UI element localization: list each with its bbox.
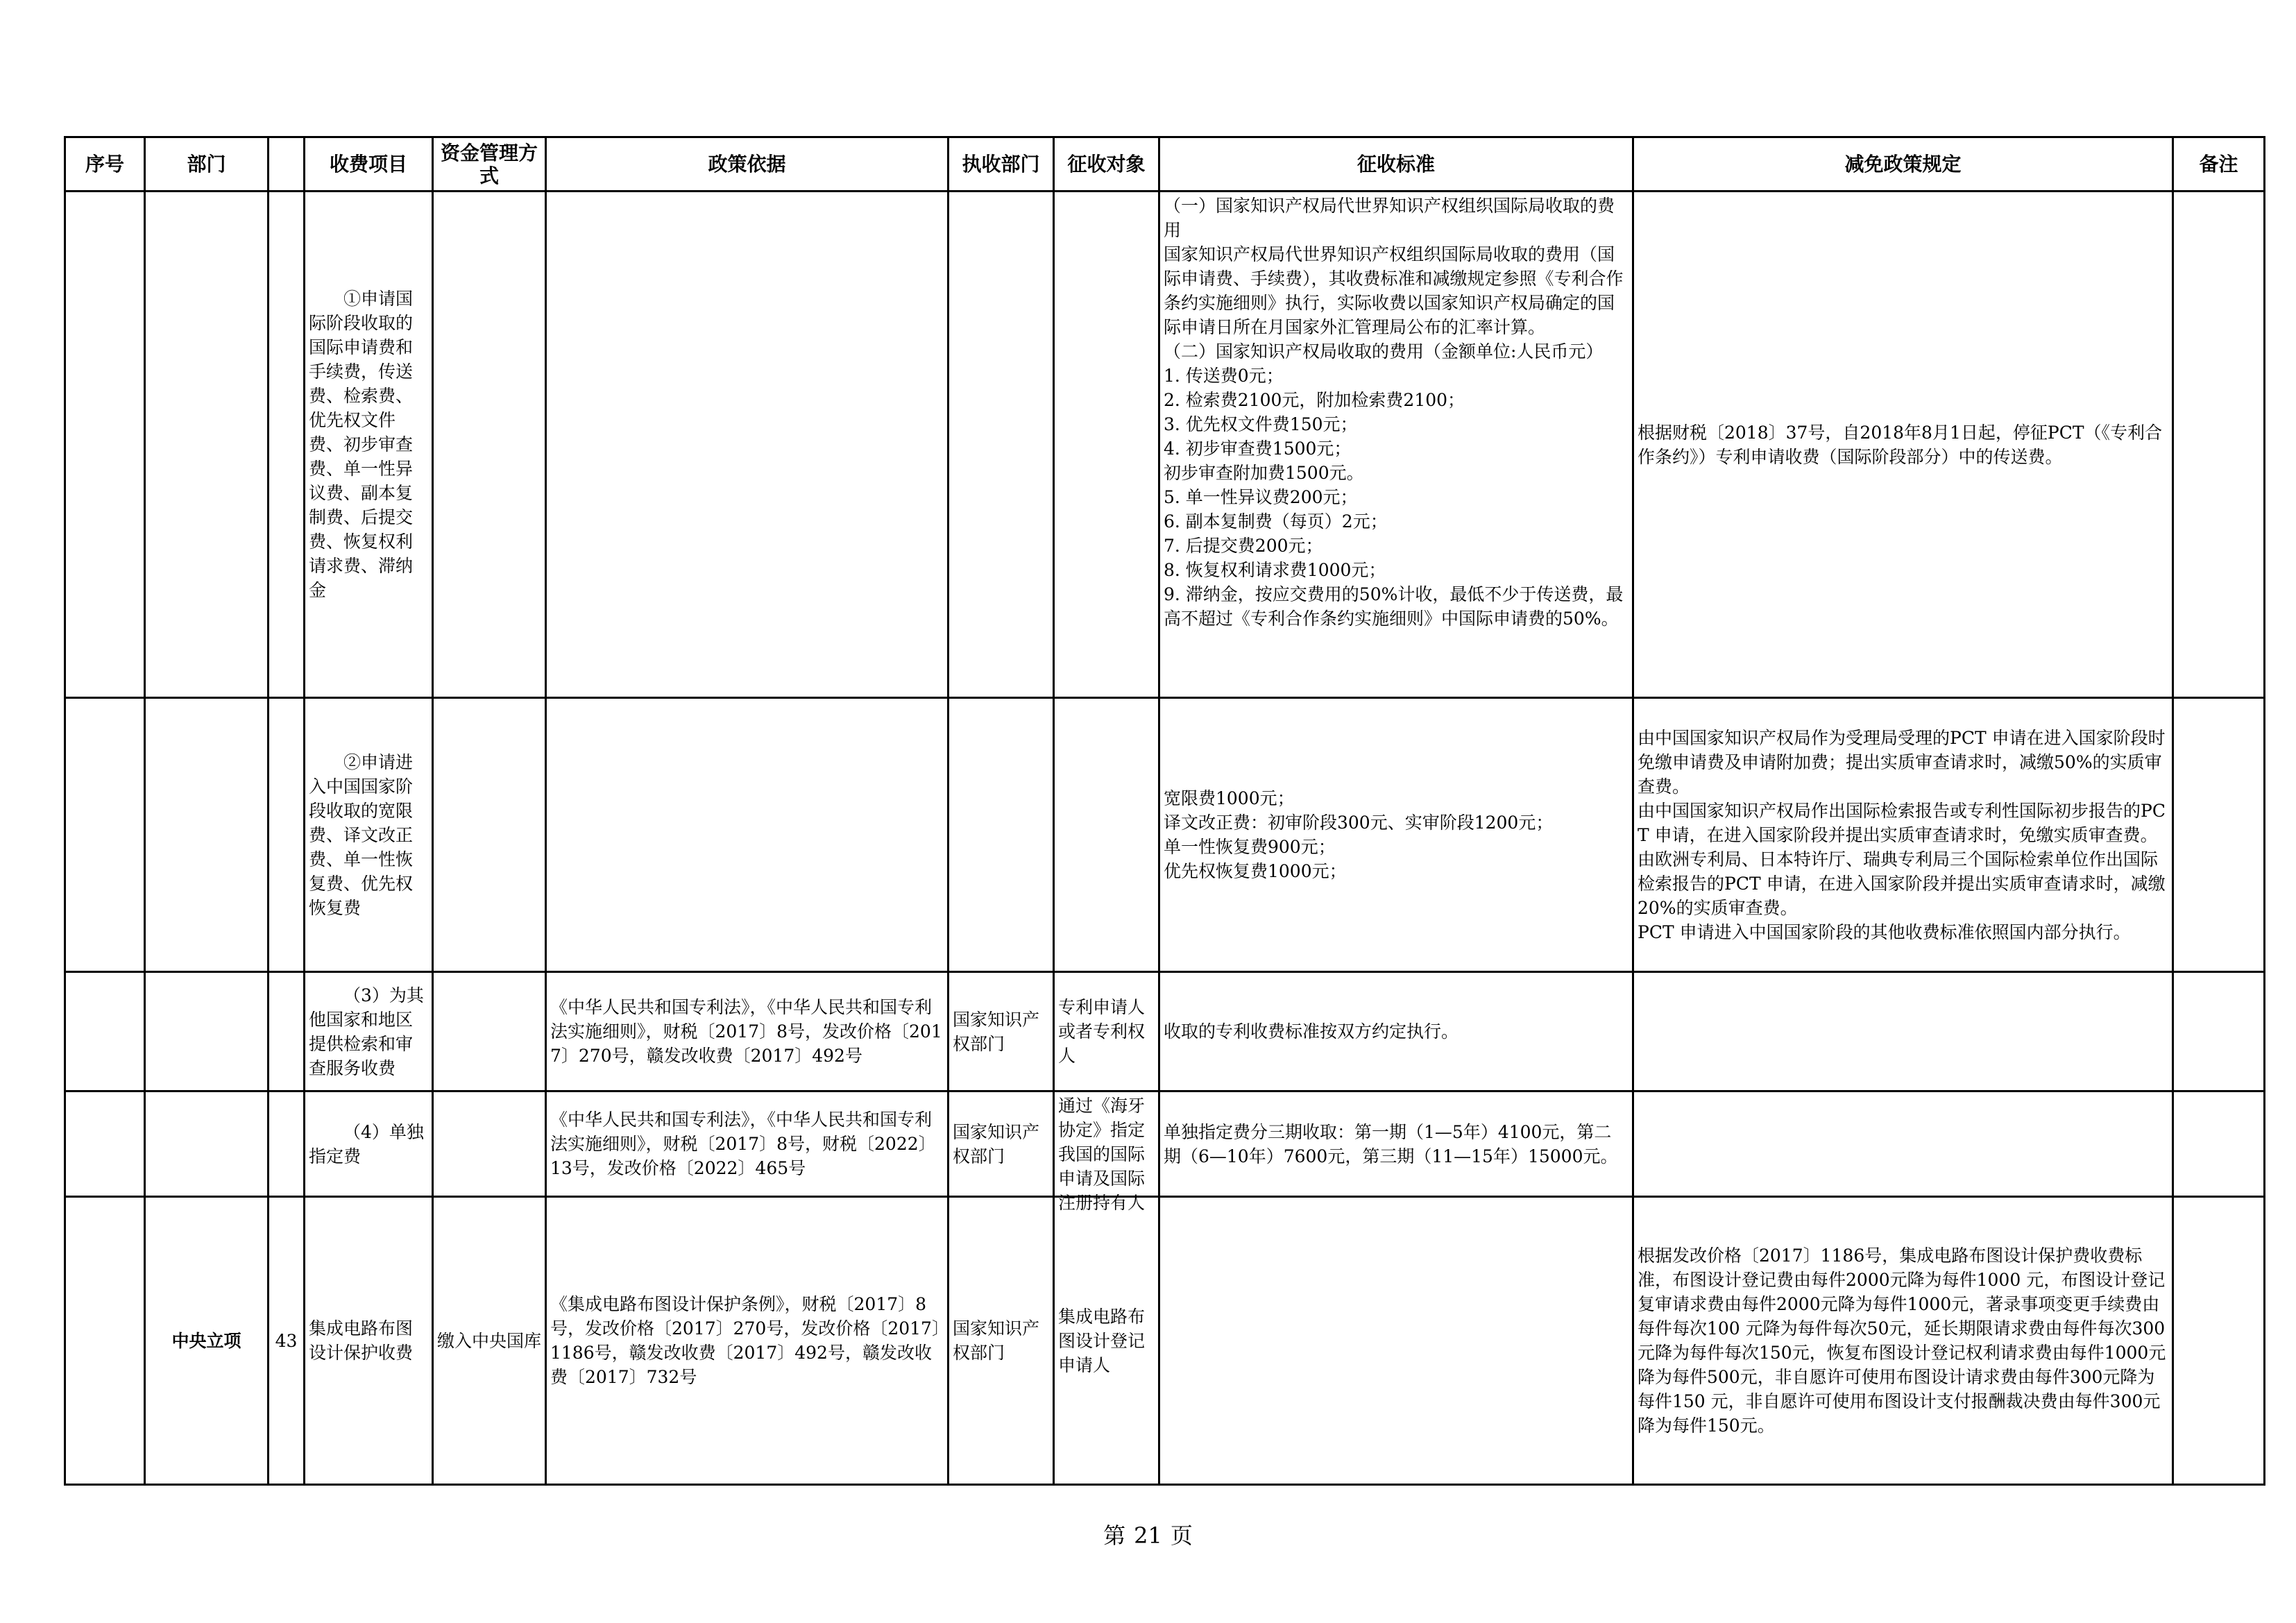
header-row xyxy=(65,137,2265,192)
standard-cell: 单独指定费分三期收取：第一期（1—5年）4100元，第二期（6—10年）7600元，第三期（11—15年）15000元。 xyxy=(1159,1091,1633,1197)
item-cell: （3）为其他国家和地区提供检索和审查服务收费 xyxy=(305,972,433,1091)
reduction-cell: 根据财税〔2018〕37号，自2018年8月1日起，停征PCT（《专利合作条约》）专利申请收费（国际阶段部分）中的传送费。 xyxy=(1633,192,2173,698)
header-standard: 征收标准 xyxy=(1159,137,1633,192)
header-blank xyxy=(269,137,305,192)
header-seq: 序号 xyxy=(65,137,145,192)
collector-cell: 国家知识产权部门 xyxy=(949,972,1054,1091)
target-cell: 通过《海牙协定》指定我国的国际申请及国际注册持有人 xyxy=(1054,1091,1159,1197)
reduction-cell: 根据发改价格〔2017〕1186号，集成电路布图设计保护费收费标准，布图设计登记费由每件2000元降为每件1000 元，布图设计登记复审请求费由每件2000元降为每件1000元，著录事项变更手续费由每件每次100 元降为每件每次50元，延长期限请求费由每件每次300元降为每件每次150元，恢复布图设计登记权利请求费由每件1000元降为每件500元，非自愿许可使用布图设计请求费由每件300元降为每件150 元，非自愿许可使用布图设计支付报酬裁决费由每件300元降为每件150元。 xyxy=(1633,1197,2173,1485)
basis-cell: 《集成电路布图设计保护条例》，财税〔2017〕8号，发改价格〔2017〕270号，发改价格〔2017〕1186号，赣发改收费〔2017〕492号，赣发改收费〔2017〕732号 xyxy=(546,1197,949,1485)
reduction-cell: 由中国国家知识产权局作为受理局受理的PCT 申请在进入国家阶段时免缴申请费及申请附加费；提出实质审查请求时，减缴50%的实质审查费。 由中国国家知识产权局作出国际检索报告或专利性国际初步报告的PCT 申请，在进入国家阶段并提出实质审查请求时，免缴实质审查费。 由欧洲专利局、日本特许厅、瑞典专利局三个国际检索单位作出国际检索报告的PCT 申请，在进入国家阶段并提出实质审查请求时，减缴20%的实质审查费。 PCT 申请进入中国国家阶段的其他收费标准依照国内部分执行。 xyxy=(1633,698,2173,972)
header-target: 征收对象 xyxy=(1054,137,1159,192)
target-cell: 专利申请人或者专利权人 xyxy=(1054,972,1159,1091)
header-dept: 部门 xyxy=(145,137,269,192)
header-basis: 政策依据 xyxy=(546,137,949,192)
basis-cell: 《中华人民共和国专利法》，《中华人民共和国专利法实施细则》，财税〔2017〕8号，发改价格〔2017〕270号，赣发改收费〔2017〕492号 xyxy=(546,972,949,1091)
table-row xyxy=(65,698,2265,972)
dept-cell: 中央立项 xyxy=(145,1197,269,1485)
item-cell: （4）单独指定费 xyxy=(305,1091,433,1197)
page-number: 第 21 页 xyxy=(1103,1522,1193,1549)
table-row xyxy=(65,1197,2265,1485)
basis-cell: 《中华人民共和国专利法》，《中华人民共和国专利法实施细则》，财税〔2017〕8号，财税〔2022〕13号，发改价格〔2022〕465号 xyxy=(546,1091,949,1197)
table-row xyxy=(65,1091,2265,1197)
table-row xyxy=(65,972,2265,1091)
standard-cell: （一）国家知识产权局代世界知识产权组织国际局收取的费用 国家知识产权局代世界知识产权组织国际局收取的费用（国际申请费、手续费），其收费标准和减缴规定参照《专利合作条约实施细则》执行，实际收费以国家知识产权局确定的国际申请日所在月国家外汇管理局公布的汇率计算。 （二）国家知识产权局收取的费用（金额单位:人民币元） 1. 传送费0元； 2. 检索费2100元，附加检索费2100； 3. 优先权文件费150元； 4. 初步审查费1500元； 初步审查附加费1500元。 5. 单一性异议费200元； 6. 副本复制费（每页）2元； 7. 后提交费200元； 8. 恢复权利请求费1000元； 9. 滞纳金，按应交费用的50%计收，最低不少于传送费，最高不超过《专利合作条约实施细则》中国际申请费的50%。 xyxy=(1159,192,1633,698)
target-cell: 集成电路布图设计登记申请人 xyxy=(1054,1197,1159,1485)
header-fund: 资金管理方式 xyxy=(433,137,546,192)
header-collector: 执收部门 xyxy=(949,137,1054,192)
fee-table xyxy=(64,136,2265,1486)
header-reduction: 减免政策规定 xyxy=(1633,137,2173,192)
number-cell: 43 xyxy=(269,1197,305,1485)
item-cell: ②申请进入中国国家阶段收取的宽限费、译文改正费、单一性恢复费、优先权恢复费 xyxy=(305,698,433,972)
item-cell: ①申请国际阶段收取的国际申请费和手续费，传送费、检索费、优先权文件费、初步审查费、单一性异议费、副本复制费、后提交费、恢复权利请求费、滞纳金 xyxy=(305,192,433,698)
table-row xyxy=(65,192,2265,698)
header-item: 收费项目 xyxy=(305,137,433,192)
fund-cell: 缴入中央国库 xyxy=(433,1197,546,1485)
item-cell: 集成电路布图设计保护收费 xyxy=(305,1197,433,1485)
collector-cell: 国家知识产权部门 xyxy=(949,1197,1054,1485)
collector-cell: 国家知识产权部门 xyxy=(949,1091,1054,1197)
standard-cell: 宽限费1000元； 译文改正费：初审阶段300元、实审阶段1200元； 单一性恢复费900元； 优先权恢复费1000元； xyxy=(1159,698,1633,972)
standard-cell: 收取的专利收费标准按双方约定执行。 xyxy=(1159,972,1633,1091)
header-remark: 备注 xyxy=(2173,137,2265,192)
